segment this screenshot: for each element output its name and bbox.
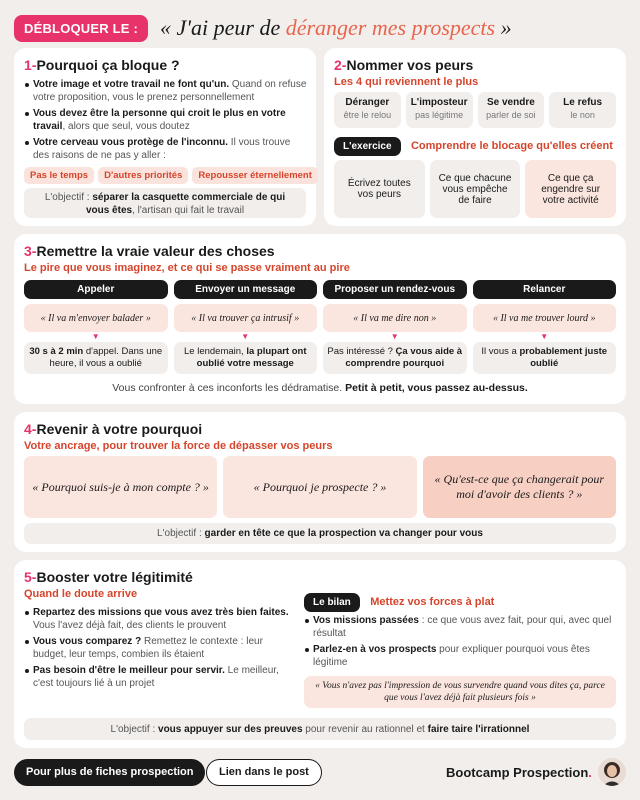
- column: [24, 280, 168, 374]
- list-item: Votre image et votre travail ne font qu'un. Quand on refuse votre proposition, vous le prenez personnellement: [24, 78, 309, 104]
- unlock-badge: DÉBLOQUER LE :: [14, 15, 148, 42]
- bilan-label: Le bilan: [304, 593, 360, 612]
- section-5-subtitle: Quand le doute arrive: [24, 588, 138, 600]
- bilan-quote: « Vous n'avez pas l'impression de vous survendre quand vous dites ça, parce que vous l'avez déjà fait plusieurs fois »: [304, 676, 616, 708]
- avatar: [598, 758, 626, 786]
- exercise-step: Ce que ça engendre sur votre activité: [525, 160, 616, 218]
- exercise-steps: [334, 160, 616, 218]
- header: [14, 12, 626, 44]
- list-item: Vous vous comparez ? Remettez le contexte : leur budget, leur temps, combien ils étaient: [24, 635, 296, 661]
- fear-quote: « Il va trouver ça intrusif »: [174, 304, 318, 332]
- arrow-icon: ▼: [241, 332, 250, 341]
- footer: [14, 758, 626, 788]
- fear-quote: « Il va me dire non »: [323, 304, 467, 332]
- section-4-objective: L'objectif : garder en tête ce que la prospection va changer pour vous: [24, 523, 616, 544]
- reality-text: Pas intéressé ? Ça vous aide à comprendre pourquoi: [323, 342, 467, 374]
- list-item: Parlez-en à vos prospects pour expliquer pourquoi vous êtes légitime: [304, 643, 616, 669]
- exercise-step: Écrivez toutes vos peurs: [334, 160, 425, 218]
- section-1-bullets: [24, 78, 309, 165]
- list-item: Repartez des missions que vous avez très bien faites. Vous l'avez déjà fait, des clients le prouvent: [24, 606, 296, 632]
- list-item: Pas besoin d'être le meilleur pour servir. Le meilleur, c'est toujours lié à un projet: [24, 664, 296, 690]
- section-4-subtitle: Votre ancrage, pour trouver la force de dépasser vos peurs: [24, 440, 333, 452]
- section-1-title: 1-Pourquoi ça bloque ?: [24, 57, 180, 73]
- fear-vs-reality-grid: [24, 280, 616, 374]
- reality-text: Le lendemain, la plupart ont oublié votre message: [174, 342, 318, 374]
- why-question-highlight: « Qu'est-ce que ça changerait pour moi d'avoir des clients ? »: [423, 456, 616, 518]
- column-header: Envoyer un message: [174, 280, 318, 299]
- section-5-card: [14, 560, 626, 748]
- list-item: Vos missions passées : ce que vous avez fait, pour qui, avec quel résultat: [304, 614, 616, 640]
- bilan-row: [304, 592, 494, 612]
- tag-other-priorities: D'autres priorités: [98, 167, 188, 184]
- headline-quote: « J'ai peur de déranger mes prospects »: [160, 15, 512, 40]
- fears-row: [334, 92, 616, 128]
- arrow-icon: ▼: [540, 332, 549, 341]
- fear-card: L'imposteur pas légitime: [406, 92, 473, 128]
- bilan-text: Mettez vos forces à plat: [370, 596, 495, 608]
- fear-card: Se vendre parler de soi: [478, 92, 545, 128]
- section-4-title: 4-Revenir à votre pourquoi: [24, 421, 203, 437]
- excuse-tags: [24, 165, 322, 184]
- arrow-icon: ▼: [390, 332, 399, 341]
- column-header: Appeler: [24, 280, 168, 299]
- section-5-objective: L'objectif : vous appuyer sur des preuves pour revenir au rationnel et faire taire l'irrationnel: [24, 718, 616, 740]
- section-3-footer: Vous confronter à ces inconforts les dédramatise. Petit à petit, vous passez au-dessus.: [112, 382, 528, 394]
- more-sheets-button[interactable]: Pour plus de fiches prospection: [14, 759, 205, 786]
- why-question: « Pourquoi suis-je à mon compte ? »: [24, 456, 217, 518]
- list-item: Votre cerveau vous protège de l'inconnu. Il vous trouve des raisons de ne pas y aller :: [24, 136, 309, 162]
- tag-no-time: Pas le temps: [24, 167, 94, 184]
- fear-quote: « Il va m'envoyer balader »: [24, 304, 168, 332]
- section-2-subtitle: Les 4 qui reviennent le plus: [334, 76, 479, 88]
- fear-quote: « Il va me trouver lourd »: [473, 304, 617, 332]
- column: [473, 280, 617, 374]
- section-1-objective: L'objectif : séparer la casquette commerciale de qui vous êtes, l'artisan qui fait le travail: [24, 188, 306, 218]
- reality-text: 30 s à 2 min d'appel. Dans une heure, il vous a oublié: [24, 342, 168, 374]
- section-2-card: [324, 48, 626, 226]
- section-3-card: [14, 234, 626, 404]
- exercise-label: L'exercice: [334, 137, 401, 156]
- exercise-text: Comprendre le blocage qu'elles créent: [410, 140, 613, 152]
- section-5-title: 5-Booster votre légitimité: [24, 569, 193, 585]
- section-3-subtitle: Le pire que vous imaginez, et ce qui se passe vraiment au pire: [24, 262, 350, 274]
- exercise-row: [334, 136, 613, 156]
- brand-logo: Bootcamp Prospection.: [446, 765, 592, 780]
- arrow-icon: ▼: [91, 332, 100, 341]
- section-1-card: [14, 48, 316, 226]
- bilan-bullets: [304, 614, 616, 672]
- fear-card: Le refus le non: [549, 92, 616, 128]
- section-2-title: 2-Nommer vos peurs: [334, 57, 474, 73]
- list-item: Vous devez être la personne qui croit le plus en votre travail, alors que seul, vous doutez: [24, 107, 309, 133]
- exercise-step: Ce que chacune vous empêche de faire: [430, 160, 521, 218]
- column: [323, 280, 467, 374]
- why-questions: [24, 456, 616, 518]
- link-in-post-button[interactable]: Lien dans le post: [206, 759, 322, 786]
- tag-postpone: Repousser éternellement: [192, 167, 318, 184]
- section-5-bullets: [24, 606, 296, 693]
- section-3-title: 3-Remettre la vraie valeur des choses: [24, 243, 275, 259]
- column-header: Relancer: [473, 280, 617, 299]
- section-4-card: [14, 412, 626, 552]
- column: [174, 280, 318, 374]
- reality-text: Il vous a probablement juste oublié: [473, 342, 617, 374]
- fear-card: Déranger être le relou: [334, 92, 401, 128]
- column-header: Proposer un rendez-vous: [323, 280, 467, 299]
- why-question: « Pourquoi je prospecte ? »: [223, 456, 416, 518]
